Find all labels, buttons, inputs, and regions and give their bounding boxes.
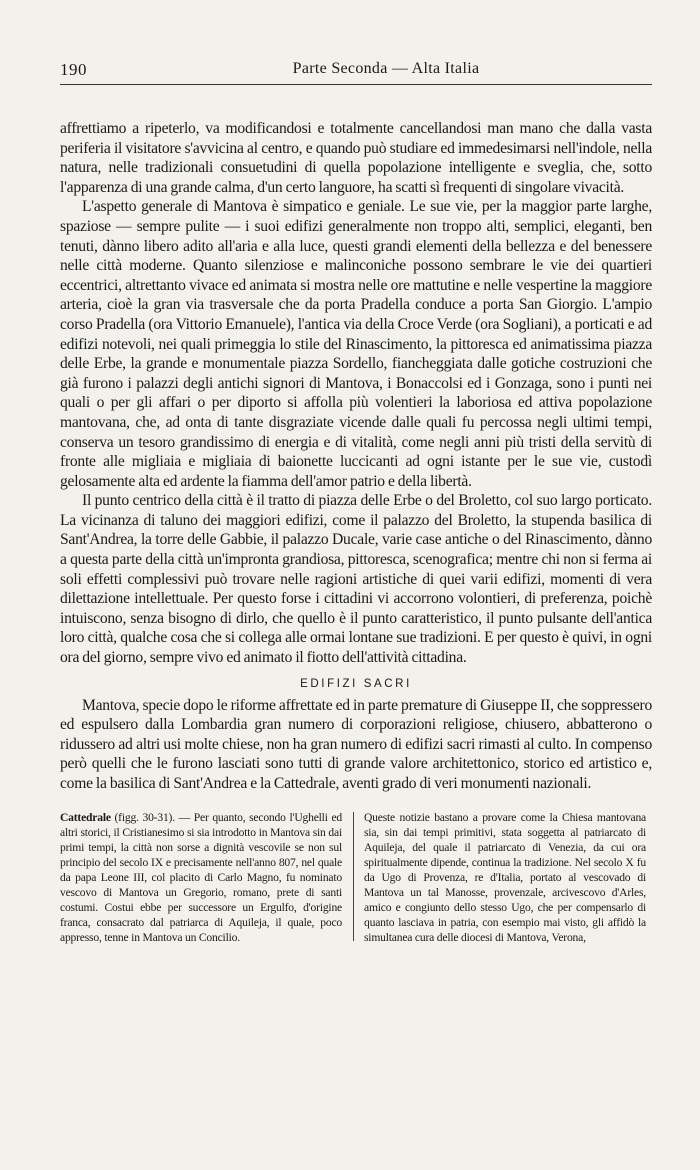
entry-term: Cattedrale: [60, 810, 111, 824]
page-header: [60, 58, 652, 85]
right-column: [354, 810, 646, 946]
page-number: 190: [60, 60, 87, 79]
left-column-body: (figg. 30-31). — Per quanto, secondo l'Ughelli ed altri storici, il Cristianesimo si sia introdotto in Mantova sin dai primi tempi, la città non sorse a dignità vescovile se non sul principio del secolo IX e precisamente nell'anno 807, nel quale da papa Leone III, col placito di Carlo Magno, fu nominato vescovo di Mantova un Gregorio, romano, prete di santi costumi. Costui ebbe per successore un Ergulfo, d'origine franca, consacrato dal patriarca di Aquileja, il quale, poco appresso, tenne in Mantova un Concilio.: [60, 810, 342, 945]
section-heading: EDIFIZI SACRI: [300, 677, 412, 690]
paragraph-1: affrettiamo a ripeterlo, va modificandosi e totalmente cancellandosi man mano che dalla vasta periferia il visitatore s'avvicina al centro, e quando può studiare ed immedesimarsi nell'indole, nella natura, nelle tradizionali consuetudini di quella popolazione intelligente e sveglia, che, sotto l'apparenza di una grande calma, d'un certo languore, ha scatti sì frequenti di singolare vivacità.: [60, 120, 652, 196]
left-column-text: [60, 810, 342, 946]
paragraph-4: Mantova, specie dopo le riforme affrettate ed in parte premature di Giuseppe II, che soppressero ed espulsero dalla Lombardia gran numero di corporazioni religiose, chiusero, abbatterono o ridussero ad altri usi molte chiese, non ha gran numero di edifizi sacri rimasti al culto. In compenso però quelli che le furono lasciati sono tutti di grande valore architettonico, storico ed artistico e, come la basilica di Sant'Andrea e la Cattedrale, aventi grado di veri monumenti nazionali.: [60, 696, 652, 792]
two-column-notes: [60, 810, 652, 946]
left-column: [60, 810, 353, 946]
right-column-text: Queste notizie bastano a provare come la Chiesa mantovana sia, sin dai tempi primitivi, stata soggetta al patriarcato di Aquileja, del quale il patriarcato di Venezia, da cui ora spiritualmente dipende, continua la tradizione. Nel secolo X fu da Ugo di Provenza, re d'Italia, portato al vescovado di Mantova un tal Manosse, provenzale, arcivescovo d'Arles, amico e congiunto dello stesso Ugo, che per compensarlo di quanto lasciava in patria, con esempio mai visto, gli affidò la simultanea cura delle diocesi di Mantova, Verona,: [364, 810, 646, 945]
paragraph-3: Il punto centrico della città è il tratto di piazza delle Erbe o del Broletto, col suo largo porticato. La vicinanza di taluno dei maggiori edifizi, come il palazzo del Broletto, la stupenda basilica di Sant'Andrea, la torre delle Gabbie, il palazzo Ducale, varie case antiche o del Rinascimento, dànno a questa parte della città un'impronta grandiosa, pittoresca, scenografica; mentre chi non si ferma ai soli effetti complessivi può trovare nelle ragioni artistiche di quei varii edifizi, momenti di vera dilettazione intellettuale. Per questo forse i cittadini vi accorrono volontieri, di preferenza, poichè intuiscono, senza bisogno di dirlo, che quello è il punto caratteristico, il punto pulsante dell'antica loro città, qualche cosa che si collega alle ormai lontane sue tradizioni. E per questo è quivi, in ogni ora del giorno, sempre vivo ed animato il fiotto dell'attività cittadina.: [60, 492, 652, 667]
running-head: Parte Seconda — Alta Italia: [292, 60, 480, 77]
main-text: [60, 119, 652, 794]
paragraph-2: L'aspetto generale di Mantova è simpatico e geniale. Le sue vie, per la maggior parte larghe, spaziose — sempre pulite — i suoi edifizi generalmente non troppo alti, semplici, eleganti, ben tenuti, dànno libero adito all'aria e alla luce, questi grandi elementi della bellezza e del benessere nelle città moderne. Quanto silenziose e malinconiche possono sembrare le vie dei quartieri eccentrici, altrettanto vivace ed animata si mostra nelle ore mattutine e nelle vespertine la maggiore arteria, cioè la gran via trasversale che da porta Pradella conduce a porta San Giorgio. L'ampio corso Pradella (ora Vittorio Emanuele), l'antica via della Croce Verde (ora Sogliani), a porticati e ad edifizi notevoli, nei quali primeggia lo stile del Rinascimento, la pittoresca ed animatissima piazza delle Erbe, la grande e monumentale piazza Sordello, fiancheggiata dalle gotiche costruzioni che già furono i palazzi degli antichi signori di Mantova, i Bonaccolsi ed i Gonzaga, sono i punti nei quali o per gli affari o per diporto si affolla più volentieri la laboriosa ed attiva popolazione mantovana, che, ad onta di tante disgraziate vicende dalle quali fu percossa negli ultimi tempi, conserva un tesoro grandissimo di energia e di vitalità, come negli anni più tristi della servitù di fronte alle migliaia e migliaia di baionette luccicanti ad ogni istante per le sue vie, custodì gelosamente alta ed ardente la fiamma dell'amor patrio e della libertà.: [60, 198, 652, 490]
